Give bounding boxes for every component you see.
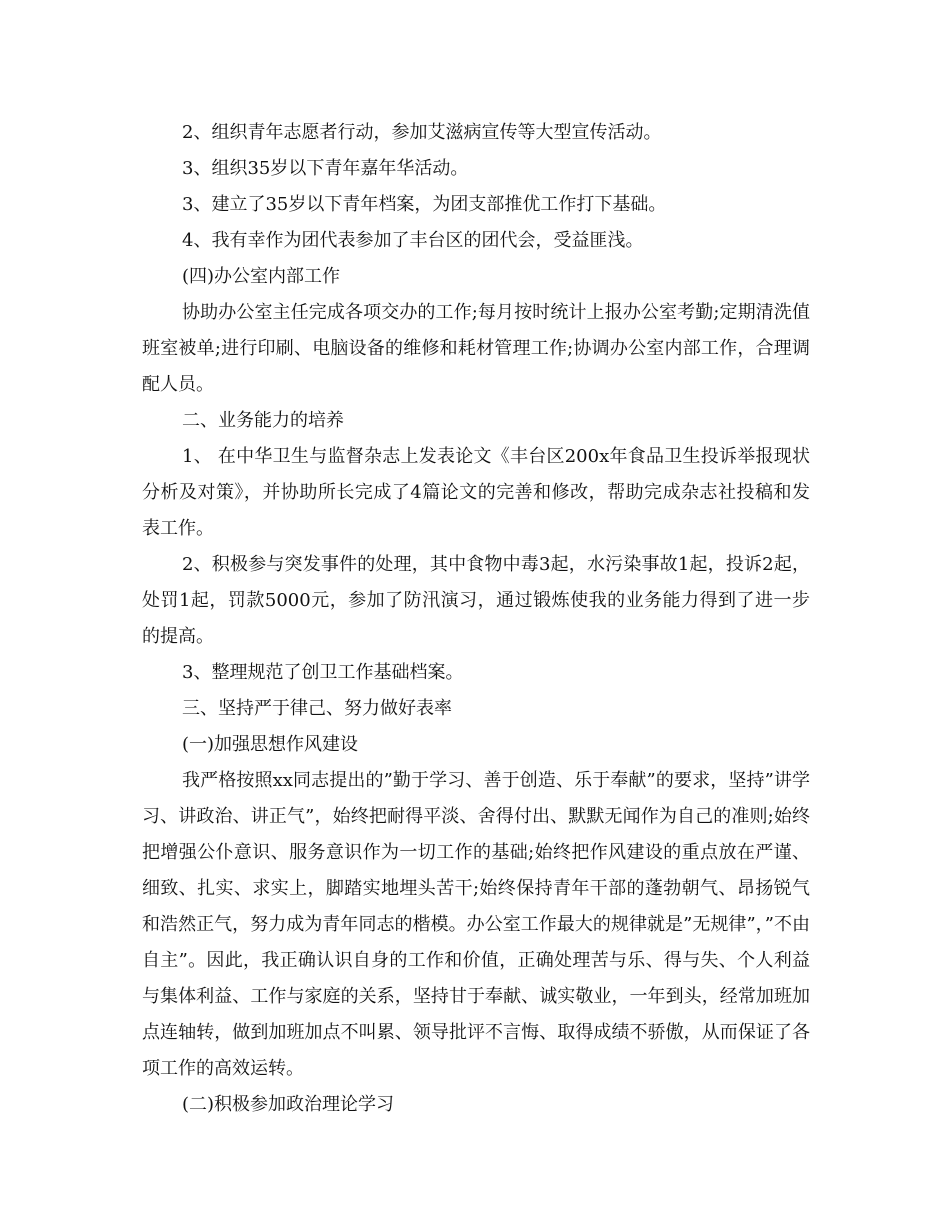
- section-heading-business-ability: 二、业务能力的培养: [182, 410, 344, 431]
- document-body: [142, 115, 810, 1123]
- section-heading-office-internal: (四)办公室内部工作: [182, 266, 341, 287]
- paragraph-office-duties: 协助办公室主任完成各项交办的工作;每月按时统计上报办公室考勤;定期清洗值班室被单;进行印刷、电脑设备的维修和耗材管理工作;协调办公室内部工作，合理调配人员。: [142, 302, 810, 395]
- subsection-heading-style-building: (一)加强思想作风建设: [182, 734, 359, 755]
- subsection-heading-political-study: (二)积极参加政治理论学习: [182, 1094, 395, 1115]
- paragraph-item-4-congress: 4、我有幸作为团代表参加了丰台区的团代会，受益匪浅。: [182, 230, 644, 251]
- section-heading-self-discipline: 三、坚持严于律己、努力做好表率: [182, 698, 452, 719]
- paragraph-item-3-files: 3、整理规范了创卫工作基础档案。: [182, 662, 464, 683]
- paragraph-item-2-volunteer: 2、组织青年志愿者行动，参加艾滋病宣传等大型宣传活动。: [182, 122, 662, 143]
- paragraph-style-building: 我严格按照xx同志提出的”勤于学习、善于创造、乐于奉献”的要求，坚持”讲学习、讲政治、讲正气”，始终把耐得平淡、舍得付出、默默无闻作为自己的准则;始终把增强公仆意识、服务意识作为一切工作的基础;始终把作风建设的重点放在严谨、细致、扎实、求实上，脚踏实地埋头苦干;始终保持青年干部的蓬勃朝气、昂扬锐气和浩然正气，努力成为青年同志的楷模。办公室工作最大的规律就是”无规律”，”不由自主”。因此，我正确认识自身的工作和价值，正确处理苦与乐、得与失、个人利益与集体利益、工作与家庭的关系，坚持甘于奉献、诚实敬业，一年到头，经常加班加点连轴转，做到加班加点不叫累、领导批评不言悔、取得成绩不骄傲，从而保证了各项工作的高效运转。: [142, 770, 810, 1079]
- paragraph-item-2-emergency: 2、积极参与突发事件的处理，其中食物中毒3起，水污染事故1起，投诉2起，处罚1起，罚款5000元，参加了防汛演习，通过锻炼使我的业务能力得到了进一步的提高。: [142, 554, 810, 647]
- paragraph-item-3-carnival: 3、组织35岁以下青年嘉年华活动。: [182, 158, 469, 179]
- paragraph-item-3-archive: 3、建立了35岁以下青年档案，为团支部推优工作打下基础。: [182, 194, 667, 215]
- paragraph-item-1-paper: 1、 在中华卫生与监督杂志上发表论文《丰台区200x年食品卫生投诉举报现状分析及对策》，并协助所长完成了4篇论文的完善和修改，帮助完成杂志社投稿和发表工作。: [142, 446, 810, 539]
